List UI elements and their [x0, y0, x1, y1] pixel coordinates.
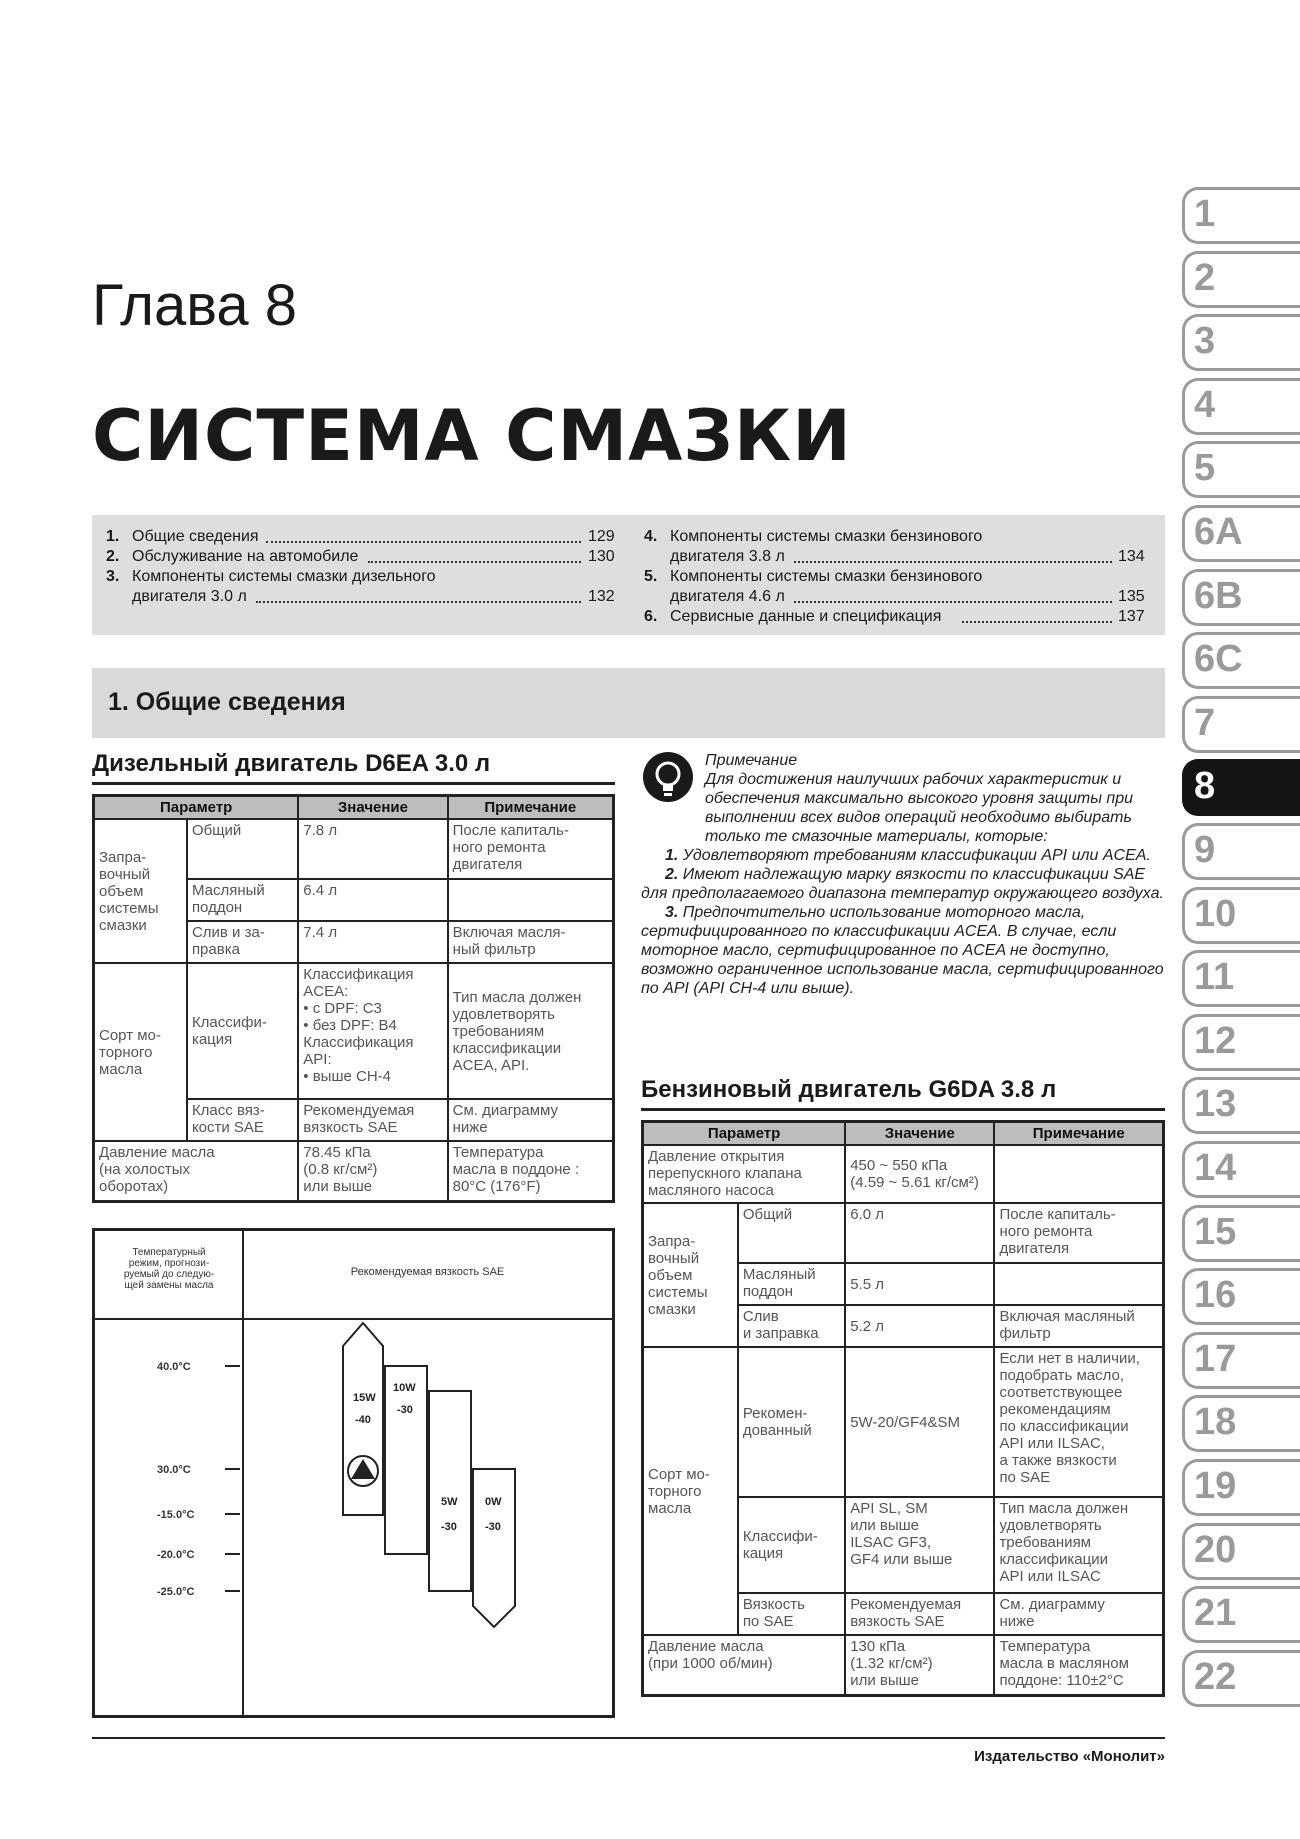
band-label: 15W: [353, 1392, 376, 1404]
table-cell: Масляный поддон: [187, 879, 298, 921]
table-cell: Общий: [738, 1203, 845, 1263]
chapter-tab-9[interactable]: [1182, 823, 1300, 880]
table-cell: См. диаграмму ниже: [994, 1593, 1163, 1635]
chapter-tab-label: 15: [1194, 1210, 1237, 1253]
publisher-footer: Издательство «Монолит»: [974, 1748, 1165, 1765]
table-cell: Включая масля- ный фильтр: [448, 921, 614, 963]
chapter-tab-14[interactable]: [1182, 1141, 1300, 1198]
temperature-header: Температурный режим, прогнози- руемый до следую- щей замены масла: [123, 1247, 215, 1291]
temp-tick: [157, 1509, 240, 1521]
diesel-spec-table: [92, 794, 615, 1203]
table-cell: [994, 1263, 1163, 1305]
chapter-tab-label: 9: [1194, 829, 1216, 871]
table-cell: Рекомендуемая вязкость SAE: [298, 1099, 447, 1141]
temp-tick: [157, 1361, 240, 1373]
chapter-tab-label: 20: [1194, 1528, 1237, 1571]
table-cell: Вязкость по SAE: [738, 1593, 845, 1635]
chapter-tab-2[interactable]: [1182, 251, 1300, 308]
footer-divider: [92, 1737, 1165, 1739]
column-header: Примечание: [448, 796, 614, 820]
table-cell: 6.0 л: [845, 1203, 994, 1263]
group-label: Сорт мо- торного масла: [643, 1347, 738, 1635]
chapter-tab-3[interactable]: [1182, 314, 1300, 371]
section-title: 1. Общие сведения: [108, 688, 346, 716]
chapter-tab-label: 1: [1194, 193, 1216, 235]
column-header: Значение: [298, 796, 447, 820]
table-cell: API SL, SM или выше ILSAC GF3, GF4 или выше: [845, 1497, 994, 1593]
chapter-tab-6a[interactable]: [1182, 505, 1300, 562]
chapter-tab-4[interactable]: [1182, 378, 1300, 435]
toc-dots: [794, 547, 1112, 563]
table-cell: Включая масляный фильтр: [994, 1305, 1163, 1347]
petrol-heading: Бензиновый двигатель G6DA 3.8 л: [641, 1076, 1165, 1111]
band-label: -30: [485, 1521, 501, 1533]
table-cell: После капиталь- ного ремонта двигателя: [448, 819, 614, 879]
chapter-tab-12[interactable]: [1182, 1014, 1300, 1071]
chapter-tab-label: 2: [1194, 256, 1216, 299]
table-cell: 130 кПа (1.32 кг/см²) или выше: [845, 1635, 994, 1695]
section-header: [92, 668, 1165, 738]
chapter-tab-label: 8: [1194, 765, 1216, 808]
viscosity-band-10w30: [385, 1366, 427, 1554]
band-label: -30: [397, 1404, 413, 1416]
group-label: Сорт мо- торного масла: [94, 963, 187, 1141]
chapter-tab-19[interactable]: [1182, 1459, 1300, 1516]
note-title: Примечание: [705, 752, 798, 769]
note-item: 1. Удовлетворяют требованиям классификации API или ACEA.: [665, 847, 1151, 864]
chapter-tab-8[interactable]: [1182, 759, 1300, 816]
table-cell: 5W-20/GF4&SM: [845, 1347, 994, 1497]
chapter-tab-label: 13: [1194, 1083, 1237, 1126]
table-cell: Общий: [187, 819, 298, 879]
table-cell: [994, 1145, 1163, 1203]
table-cell: Класс вяз- кости SAE: [187, 1099, 298, 1141]
table-cell: Давление масла (при 1000 об/мин): [643, 1635, 846, 1695]
chapter-tab-22[interactable]: [1182, 1650, 1300, 1707]
column-header: Значение: [845, 1122, 994, 1146]
viscosity-band-5w30: [429, 1391, 471, 1591]
viscosity-band-0w30: [473, 1469, 515, 1627]
chapter-tab-label: 16: [1194, 1274, 1237, 1317]
table-cell: [448, 879, 614, 921]
chapter-tab-label: 19: [1194, 1465, 1237, 1507]
svg-text:40.0°C: 40.0°C: [157, 1361, 191, 1373]
table-cell: См. диаграмму ниже: [448, 1099, 614, 1141]
table-cell: Классификация ACEA: • с DPF: C3 • без DPF: B4 Классификация API: • выше CH-4: [298, 963, 447, 1099]
toc-dots: [368, 547, 581, 563]
chapter-tab-18[interactable]: [1182, 1395, 1300, 1452]
viscosity-chart: [95, 1231, 612, 1715]
column-header: Параметр: [94, 796, 299, 820]
chapter-tab-label: 5: [1194, 447, 1216, 490]
table-cell: Тип масла должен удовлетворять требованиям классификации ACEA, API.: [448, 963, 614, 1099]
table-cell: 78.45 кПа (0.8 кг/см²) или выше: [298, 1141, 447, 1201]
note-item: 3. Предпочтительно использование моторного масла, сертифицированного по классификации ACEA. В случае, если моторное масло, сертифицированное по ACEA не доступно, возможно ограниченное использование масла, сертифицированного по API (API CH-4 или выше).: [641, 904, 1164, 997]
chapter-tab-label: 17: [1194, 1337, 1237, 1380]
chapter-tab-label: 6B: [1194, 574, 1243, 617]
band-label: 10W: [393, 1382, 416, 1394]
table-cell: Классифи- кация: [187, 963, 298, 1099]
chapter-tab-5[interactable]: [1182, 441, 1300, 498]
table-cell: Температура масла в масляном поддоне: 110±2°C: [994, 1635, 1163, 1695]
chapter-tab-label: 18: [1194, 1401, 1237, 1444]
table-cell: Рекомен- дованный: [738, 1347, 845, 1497]
viscosity-header: Рекомендуемая вязкость SAE: [350, 1266, 505, 1278]
diesel-heading: Дизельный двигатель D6EA 3.0 л: [92, 750, 615, 785]
table-cell: Температура масла в поддоне : 80°C (176°F): [448, 1141, 614, 1201]
table-cell: Классифи- кация: [738, 1497, 845, 1593]
chapter-label: Глава 8: [92, 273, 298, 338]
table-cell: Тип масла должен удовлетворять требованиям классификации API или ILSAC: [994, 1497, 1163, 1593]
svg-text:-15.0°C: -15.0°C: [157, 1509, 195, 1521]
table-cell: После капиталь- ного ремонта двигателя: [994, 1203, 1163, 1263]
chapter-tab-label: 4: [1194, 383, 1216, 426]
chapter-tab-label: 6C: [1194, 638, 1243, 681]
chapter-tab-label: 3: [1194, 320, 1216, 363]
chapter-tab-label: 10: [1194, 892, 1237, 935]
viscosity-diagram: [92, 1228, 615, 1718]
chapter-tab-label: 12: [1194, 1019, 1237, 1062]
chapter-tab-20[interactable]: [1182, 1523, 1300, 1580]
temp-tick: [157, 1464, 240, 1476]
chapter-tab-21[interactable]: [1182, 1586, 1300, 1643]
column-header: Параметр: [643, 1122, 846, 1146]
note-block: [641, 751, 1165, 998]
table-cell: Слив и за- правка: [187, 921, 298, 963]
petrol-spec-table: [641, 1120, 1165, 1697]
band-label: 5W: [441, 1496, 458, 1508]
chapter-tab-13[interactable]: [1182, 1077, 1300, 1134]
table-cell: Давление масла (на холостых оборотах): [94, 1141, 299, 1201]
table-cell: 5.2 л: [845, 1305, 994, 1347]
chapter-tab-label: 22: [1194, 1655, 1237, 1698]
table-cell: Слив и заправка: [738, 1305, 845, 1347]
table-cell: 7.8 л: [298, 819, 447, 879]
chapter-title: СИСТЕМА СМАЗКИ: [92, 395, 852, 477]
chapter-tab-6c[interactable]: [1182, 632, 1300, 689]
toc-dots: [794, 587, 1112, 603]
temp-tick: [157, 1586, 240, 1598]
note-item: 2. Имеют надлежащую марку вязкости по классификации SAE для предполагаемого диапазона температур окружающего воздуха.: [641, 866, 1164, 902]
chapter-tab-17[interactable]: [1182, 1332, 1300, 1389]
recommended-marker-icon: [348, 1456, 378, 1486]
chapter-tab-10[interactable]: [1182, 887, 1300, 944]
table-cell: Давление открытия перепускного клапана масляного насоса: [643, 1145, 846, 1203]
band-label: 0W: [485, 1496, 502, 1508]
svg-text:-20.0°C: -20.0°C: [157, 1549, 195, 1561]
band-label: -40: [355, 1414, 371, 1426]
toc-dots: [962, 607, 1112, 623]
toc-dots: [256, 587, 581, 603]
chapter-tab-label: 7: [1194, 701, 1216, 744]
table-cell: 450 ~ 550 кПа (4.59 ~ 5.61 кг/см²): [845, 1145, 994, 1203]
toc-dots: [266, 527, 581, 543]
table-cell: Масляный поддон: [738, 1263, 845, 1305]
table-cell: 7.4 л: [298, 921, 447, 963]
table-cell: 6.4 л: [298, 879, 447, 921]
chapter-tab-6b[interactable]: [1182, 569, 1300, 626]
table-cell: Если нет в наличии, подобрать масло, соответствующее рекомендациям по классификации API или ILSAC, а также вязкости по SAE: [994, 1347, 1163, 1497]
svg-text:30.0°C: 30.0°C: [157, 1464, 191, 1476]
chapter-tab-label: 11: [1194, 956, 1235, 999]
table-of-contents: 1. Общие сведения 129 2. Обслуживание на автомобиле 130 3. Компоненты системы смазки дизельного двигателя 3.0 л 132 4. Компоненты системы смазки бензинового двигателя 3.8 л 134 5. Компоненты системы смазки бензинового двигателя 4.6 л 135 6. Сервисные данные и спецификация 137: [92, 515, 1165, 635]
chapter-tab-7[interactable]: [1182, 696, 1300, 753]
table-cell: 5.5 л: [845, 1263, 994, 1305]
group-label: Запра- вочный объем системы смазки: [643, 1203, 738, 1347]
column-header: Примечание: [994, 1122, 1163, 1146]
svg-text:-25.0°C: -25.0°C: [157, 1586, 195, 1598]
table-cell: Рекомендуемая вязкость SAE: [845, 1593, 994, 1635]
chapter-tab-15[interactable]: [1182, 1205, 1300, 1262]
band-label: -30: [441, 1521, 457, 1533]
group-label: Запра- вочный объем системы смазки: [94, 819, 187, 963]
chapter-tab-label: 6A: [1194, 511, 1243, 553]
chapter-tab-1[interactable]: [1182, 187, 1300, 244]
chapter-tab-11[interactable]: [1182, 950, 1300, 1007]
chapter-tab-label: 21: [1194, 1592, 1237, 1635]
temp-tick: [157, 1549, 240, 1561]
chapter-tab-label: 14: [1194, 1147, 1237, 1189]
chapter-tab-16[interactable]: [1182, 1268, 1300, 1325]
note-intro: Для достижения наилучших рабочих характеристик и обеспечения максимально высокого уровня защиты при выполнении всех видов операций необходимо выбирать только те смазочные материалы, которые:: [705, 771, 1134, 845]
